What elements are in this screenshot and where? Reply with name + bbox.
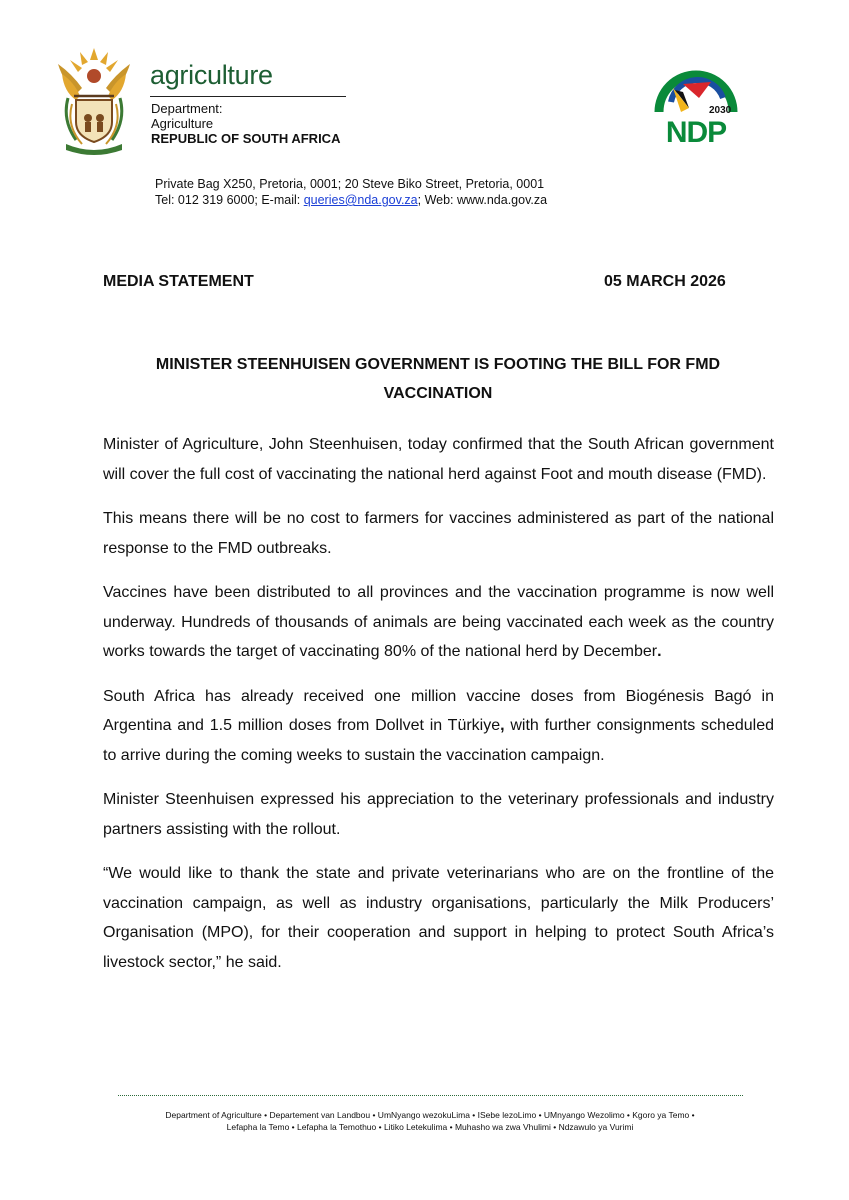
footer-languages bbox=[110, 1109, 750, 1133]
paragraph-3-text: Vaccines have been distributed to all provinces and the vaccination programme is now well underway. Hundreds of thousands of animals are being vaccinated each week as the country works towards the target of vaccinating 80% of the national herd by December bbox=[103, 584, 774, 660]
paragraph-3-period: . bbox=[657, 643, 662, 660]
postal-address: Private Bag X250, Pretoria, 0001; 20 Steve Biko Street, Pretoria, 0001 bbox=[155, 177, 545, 191]
statement-headline bbox=[103, 350, 773, 408]
paragraph-3 bbox=[103, 578, 774, 667]
department-label: Department: bbox=[151, 101, 223, 116]
paragraph-4-comma: , bbox=[500, 717, 505, 734]
telephone-text: Tel: 012 319 6000; E-mail: bbox=[155, 193, 304, 207]
paragraph-4-text-b: with further consignments scheduled to arrive during the coming weeks to sustain the vaccination campaign. bbox=[103, 717, 774, 764]
ndp-year-label: 2030 bbox=[709, 105, 732, 116]
footer-divider bbox=[118, 1095, 743, 1096]
headline-line-2: VACCINATION bbox=[383, 385, 493, 402]
footer-line-2: Lefapha la Temo • Lefapha la Temothuo • Litiko Letekulima • Muhasho wa zwa Vhulimi • Ndzawulo ya Vurimi bbox=[226, 1122, 634, 1132]
website-text: ; Web: www.nda.gov.za bbox=[417, 193, 548, 207]
media-statement-label: MEDIA STATEMENT bbox=[103, 273, 254, 290]
agriculture-wordmark: agriculture bbox=[150, 60, 273, 90]
coat-of-arms-logo bbox=[52, 44, 136, 156]
paragraph-2: This means there will be no cost to farmers for vaccines administered as part of the national response to the FMD outbreaks. bbox=[103, 510, 774, 557]
contact-line bbox=[155, 192, 547, 208]
country-name: REPUBLIC OF SOUTH AFRICA bbox=[151, 131, 341, 146]
ndp-acronym: NDP bbox=[665, 116, 727, 148]
department-name-block bbox=[151, 101, 340, 146]
footer-line-1: Department of Agriculture • Departement van Landbou • UmNyango wezokuLima • ISebe lezoLimo • UMnyango Wezolimo • Kgoro ya Temo • bbox=[165, 1110, 695, 1120]
paragraph-4-text-a: South Africa has already received one million vaccine doses from Biogénesis Bagó in Argentina and 1.5 million doses from Dollvet in Türkiye bbox=[103, 687, 774, 734]
headline-line-1: MINISTER STEENHUISEN GOVERNMENT IS FOOTING THE BILL FOR FMD bbox=[155, 356, 721, 373]
department-name: Agriculture bbox=[151, 116, 214, 131]
email-link[interactable]: queries@nda.gov.za bbox=[303, 193, 418, 207]
contact-details bbox=[155, 176, 547, 208]
paragraph-4 bbox=[103, 682, 774, 771]
paragraph-1: Minister of Agriculture, John Steenhuisen, today confirmed that the South African government will cover the full cost of vaccinating the national herd against Foot and mouth disease (FMD). bbox=[103, 436, 774, 483]
paragraph-6-quote: “We would like to thank the state and private veterinarians who are on the frontline of the vaccination campaign, as well as industry organisations, particularly the Milk Producers’ Organisation (MPO), for their cooperation and support in helping to protect South Africa’s livestock sector,” he said. bbox=[103, 865, 774, 971]
brand-divider bbox=[150, 96, 346, 97]
statement-date: 05 MARCH 2026 bbox=[604, 273, 726, 290]
paragraph-5: Minister Steenhuisen expressed his appreciation to the veterinary professionals and industry partners assisting with the rollout. bbox=[103, 791, 774, 838]
statement-body bbox=[103, 430, 774, 992]
ndp-2030-logo bbox=[653, 68, 739, 148]
